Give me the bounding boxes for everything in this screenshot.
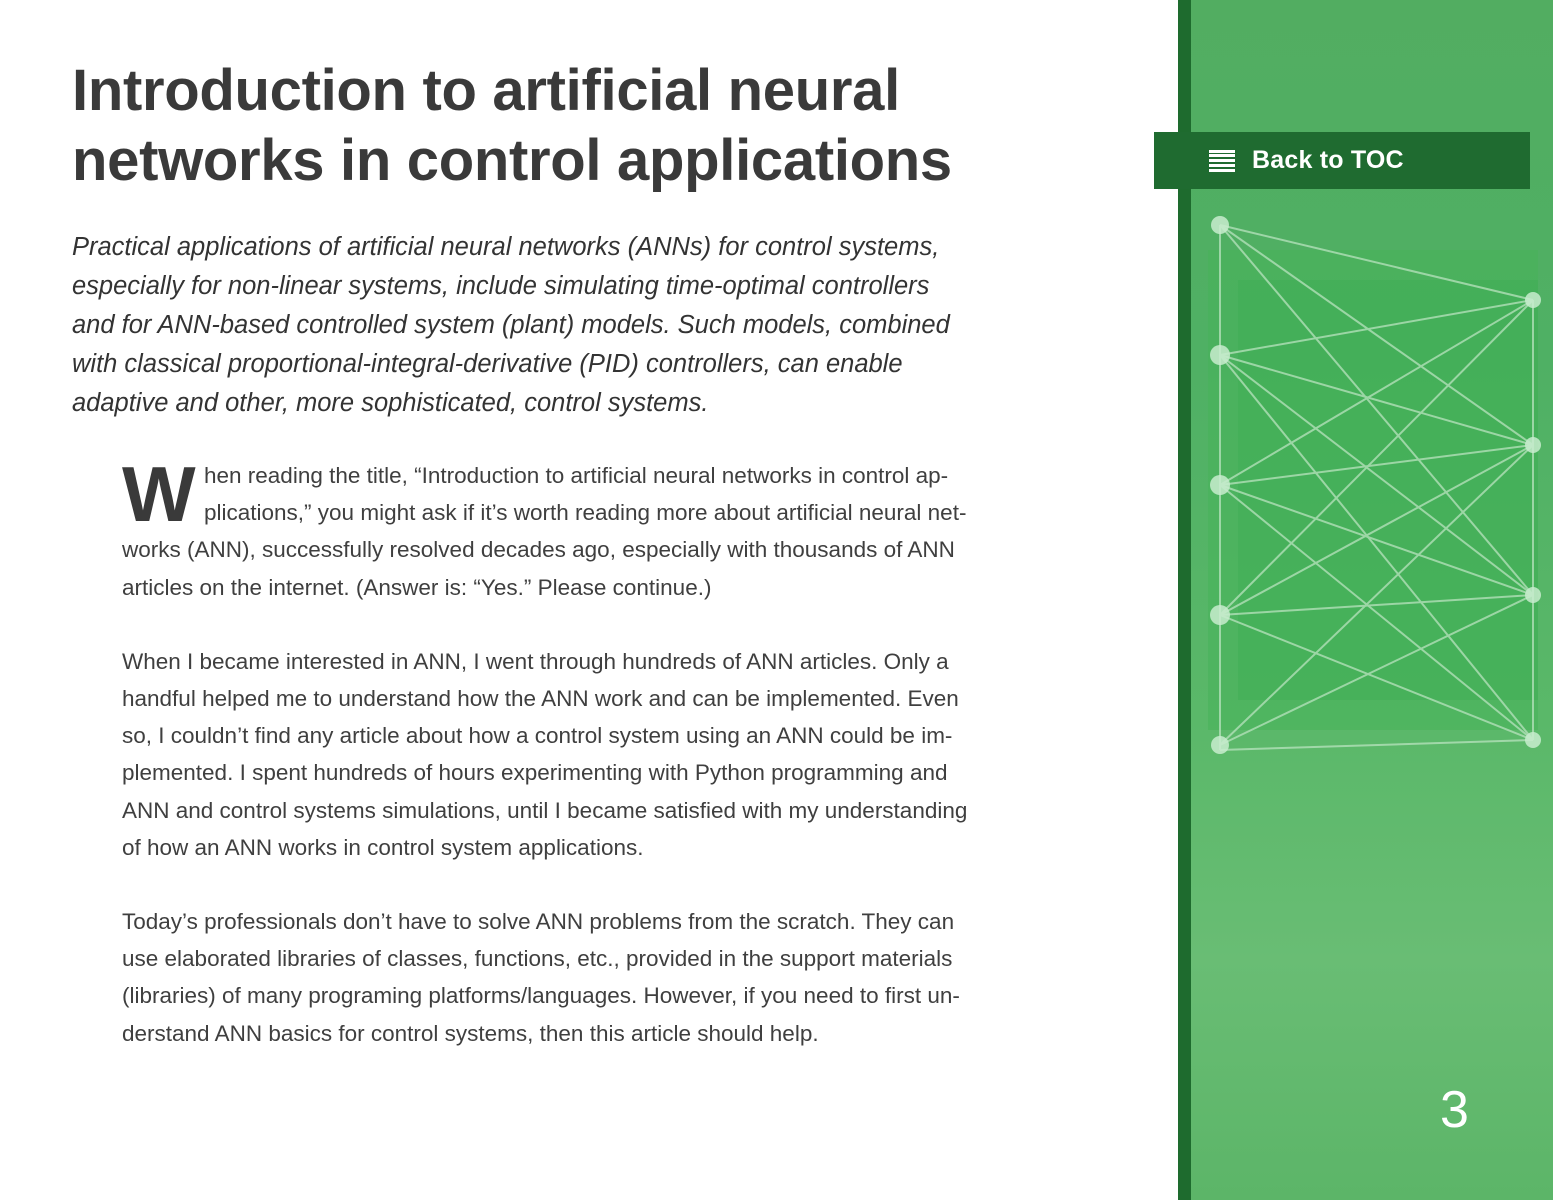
body-paragraph-1 bbox=[122, 450, 1102, 606]
body-line: (libraries) of many programing platforms/languages. However, if you need to first un- bbox=[122, 983, 960, 1009]
back-to-toc-button[interactable] bbox=[1154, 132, 1530, 189]
lead-line: with classical proportional-integral-derivative (PID) controllers, can enable bbox=[72, 350, 903, 378]
article-main bbox=[72, 56, 1132, 1089]
lead-paragraph bbox=[72, 228, 1132, 423]
body-paragraph-2 bbox=[122, 643, 1102, 866]
lead-line: and for ANN-based controlled system (plant) models. Such models, combined bbox=[72, 311, 950, 339]
body-line: plications,” you might ask if it’s worth reading more about artificial neural net- bbox=[204, 500, 967, 526]
article-body bbox=[122, 450, 1102, 1052]
back-to-toc-label: Back to TOC bbox=[1252, 146, 1404, 174]
list-icon bbox=[1209, 150, 1235, 172]
body-paragraph-3 bbox=[122, 903, 1102, 1052]
drop-cap: W bbox=[122, 450, 196, 538]
body-line: derstand ANN basics for control systems, then this article should help. bbox=[122, 1020, 819, 1046]
body-line: plemented. I spent hundreds of hours experimenting with Python programming and bbox=[122, 760, 948, 786]
lead-line: Practical applications of artificial neural networks (ANNs) for control systems, bbox=[72, 233, 940, 261]
title-line-2: networks in control applications bbox=[72, 128, 952, 193]
body-line: works (ANN), successfully resolved decades ago, especially with thousands of ANN bbox=[122, 537, 955, 563]
body-line: so, I couldn’t find any article about how a control system using an ANN could be im- bbox=[122, 723, 953, 749]
lead-line: adaptive and other, more sophisticated, control systems. bbox=[72, 389, 709, 417]
body-line: hen reading the title, “Introduction to artificial neural networks in control ap- bbox=[204, 463, 949, 488]
body-line: When I became interested in ANN, I went through hundreds of ANN articles. Only a bbox=[122, 648, 949, 674]
body-line: of how an ANN works in control system applications. bbox=[122, 834, 644, 860]
page-title bbox=[72, 56, 1132, 196]
body-line: handful helped me to understand how the ANN work and can be implemented. Even bbox=[122, 686, 959, 712]
body-line: use elaborated libraries of classes, functions, etc., provided in the support materials bbox=[122, 946, 953, 972]
page-number: 3 bbox=[1440, 1081, 1469, 1139]
body-line: ANN and control systems simulations, until I became satisfied with my understanding bbox=[122, 797, 968, 823]
body-line: articles on the internet. (Answer is: “Yes.” Please continue.) bbox=[122, 574, 712, 600]
lead-line: especially for non-linear systems, include simulating time-optimal controllers bbox=[72, 272, 930, 300]
body-line: Today’s professionals don’t have to solve ANN problems from the scratch. They can bbox=[122, 909, 955, 935]
title-line-1: Introduction to artificial neural bbox=[72, 58, 900, 123]
